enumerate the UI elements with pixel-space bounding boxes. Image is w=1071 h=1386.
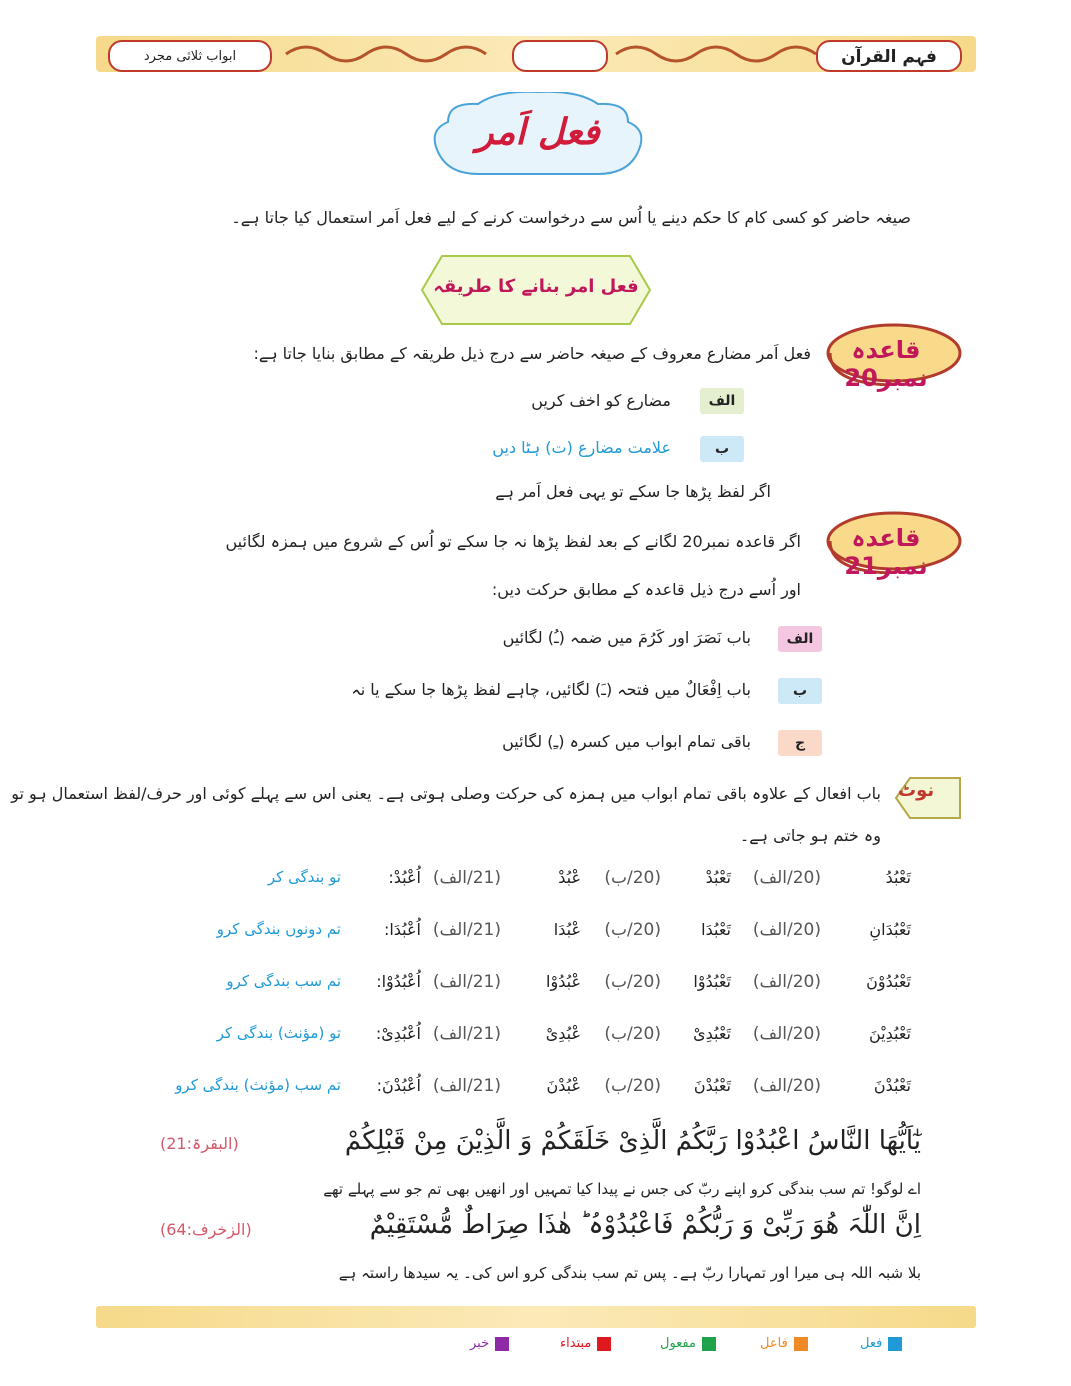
rule20-b-text: علامت مضارع (ت) ہٹا دیں [492, 438, 671, 457]
rule-ref: (20/ب) [604, 972, 661, 992]
rule-ref: (21/الف) [432, 1024, 501, 1044]
legend-label: مفعول [660, 1336, 696, 1351]
intro-text: صیغہ حاضر کو کسی کام کا حکم دینے یا اُس سے درخواست کرنے کے لیے فعل اَمر استعمال کیا جاتا ہے۔ [231, 208, 911, 227]
rule21-text2: اور اُسے درج ذیل قاعدہ کے مطابق حرکت دیں: [491, 580, 801, 599]
meaning: تم سب بندگی کرو [226, 972, 341, 990]
rule20-a-text: مضارع کو اخف کریں [531, 391, 671, 410]
rule21-text: اگر قاعدہ نمبر20 لگانے کے بعد لفظ پڑھا نہ جا سکے تو اُس کے شروع میں ہمزہ لگائیں [225, 532, 801, 551]
rule-ref: (21/الف) [432, 868, 501, 888]
rule-ref: (20/ب) [604, 920, 661, 940]
book-title: فہم القرآن [816, 40, 962, 72]
rule21-a-text: باب نَصَرَ اور کَرُمَ میں ضمہ (ـُ) لگائیں [502, 628, 751, 647]
verse2-text: اِنَّ اللّٰہَ ھُوَ رَبِّیْ وَ رَبُّکُمْ فَاعْبُدُوْہُ ؕ ھٰذَا صِرَاطٌ مُّسْتَقِیْمٌ [369, 1210, 921, 1240]
legend-swatch [702, 1337, 716, 1351]
word-mudari: تَعْبُدِیْنَ [868, 1024, 911, 1043]
page-title: فعل اَمر [476, 112, 600, 153]
rule21-b-text: باب اِفْعَالٌ میں فتحہ (ـَ) لگائیں، چاہے لفظ پڑھا جا سکے یا نہ [351, 680, 751, 699]
rule-ref: (20/الف) [752, 1024, 821, 1044]
rule21-badge: قاعدہ نمبر21 [844, 524, 928, 580]
legend-item [860, 1336, 902, 1351]
verse1-text: یٰٓاَیُّھَا النَّاسُ اعْبُدُوْا رَبَّکُمُ الَّذِیْ خَلَقَکُمْ وَ الَّذِیْنَ مِنْ قَبْلِکُمْ [344, 1126, 921, 1156]
rule21-c-text: باقی تمام ابواب میں کسرہ (ـِ) لگائیں [502, 732, 751, 751]
rule20-note: اگر لفظ پڑھا جا سکے تو یہی فعل اَمر ہے [495, 482, 771, 501]
word-step2: عْبُدْنَ [546, 1076, 581, 1095]
word-amr: اُعْبُدِیْ: [375, 1024, 421, 1043]
word-step2: عْبُدَا [553, 920, 581, 939]
word-step1: تَعْبُدُوْا [693, 972, 731, 991]
legend-swatch [495, 1337, 509, 1351]
legend-item [760, 1336, 808, 1351]
legend-label: فاعل [760, 1336, 788, 1351]
rule-ref: (20/الف) [752, 1076, 821, 1096]
legend-item [660, 1336, 716, 1351]
rule-ref: (20/ب) [604, 868, 661, 888]
rule-ref: (21/الف) [432, 1076, 501, 1096]
word-step2: عْبُدِیْ [545, 1024, 581, 1043]
rule21-b-tag: ب [778, 678, 822, 704]
word-amr: اُعْبُدَا: [383, 920, 421, 939]
rule20-b-tag: ب [700, 436, 744, 462]
meaning: تو (مؤنث) بندگی کر [216, 1024, 341, 1042]
word-mudari: تَعْبُدَانِ [869, 920, 911, 939]
word-step2: عْبُدُوْا [546, 972, 581, 991]
chapter-label: ابواب ثلاثی مجرد [108, 40, 272, 72]
word-amr: اُعْبُدْنَ: [376, 1076, 421, 1095]
verse2-ref: (الزخرف:64) [160, 1220, 252, 1239]
verse2-translation: بلا شبہ اللہ ہی میرا اور تمہارا ربّ ہے۔ پس تم سب بندگی کرو اس کی۔ یہ سیدھا راستہ ہے [338, 1264, 921, 1282]
footer-band [96, 1306, 976, 1328]
note-line1: باب افعال کے علاوہ باقی تمام ابواب میں ہمزہ کی حرکت وصلی ہوتی ہے۔ یعنی اس سے پہلے کوئی اور حرف/لفظ استعمال ہو تو [11, 784, 881, 803]
rule-ref: (20/الف) [752, 920, 821, 940]
rule20-text: فعل اَمر مضارع معروف کے صیغہ حاضر سے درج ذیل طریقہ کے مطابق بنایا جاتا ہے: [253, 344, 811, 363]
legend-label: مبتداء [560, 1336, 592, 1351]
verse1-translation: اے لوگو! تم سب بندگی کرو اپنے ربّ کی جس نے پیدا کیا تمہیں اور انھیں بھی تم جو سے پہلے تھے [323, 1180, 921, 1198]
method-title: فعل امر بنانے کا طریقہ [433, 276, 639, 297]
word-step1: تَعْبُدِیْ [693, 1024, 731, 1043]
note-badge: نوٹ [898, 780, 935, 801]
meaning: تم دونوں بندگی کرو [216, 920, 341, 938]
meaning: تو بندگی کر [267, 868, 341, 886]
note-line2: وہ ختم ہو جاتی ہے۔ [739, 826, 881, 845]
legend-swatch [888, 1337, 902, 1351]
rule-ref: (20/الف) [752, 972, 821, 992]
rule20-a-tag: الف [700, 388, 744, 414]
legend-label: خبر [470, 1336, 490, 1351]
rule-ref: (21/الف) [432, 972, 501, 992]
legend-item [470, 1336, 509, 1351]
rule-ref: (20/الف) [752, 868, 821, 888]
meaning: تم سب (مؤنث) بندگی کرو [175, 1076, 341, 1094]
rule21-a-tag: الف [778, 626, 822, 652]
legend-swatch [597, 1337, 611, 1351]
rule20-badge: قاعدہ نمبر20 [844, 336, 928, 392]
rule21-c-tag: ج [778, 730, 822, 756]
verse1-ref: (البقرۃ:21) [160, 1134, 239, 1153]
rule-ref: (20/ب) [604, 1024, 661, 1044]
legend-swatch [794, 1337, 808, 1351]
legend-item [560, 1336, 611, 1351]
legend-label: فعل [860, 1336, 883, 1351]
word-mudari: تَعْبُدْنَ [873, 1076, 911, 1095]
word-mudari: تَعْبُدُوْنَ [866, 972, 911, 991]
word-step1: تَعْبُدْنَ [693, 1076, 731, 1095]
word-mudari: تَعْبُدُ [885, 868, 911, 887]
word-amr: اُعْبُدُوْا: [376, 972, 421, 991]
word-amr: اُعْبُدْ: [388, 868, 421, 887]
rule-ref: (21/الف) [432, 920, 501, 940]
word-step1: تَعْبُدْ [705, 868, 731, 887]
word-step1: تَعْبُدَا [701, 920, 731, 939]
header-center-box [512, 40, 608, 72]
word-step2: عْبُدْ [558, 868, 581, 887]
rule-ref: (20/ب) [604, 1076, 661, 1096]
